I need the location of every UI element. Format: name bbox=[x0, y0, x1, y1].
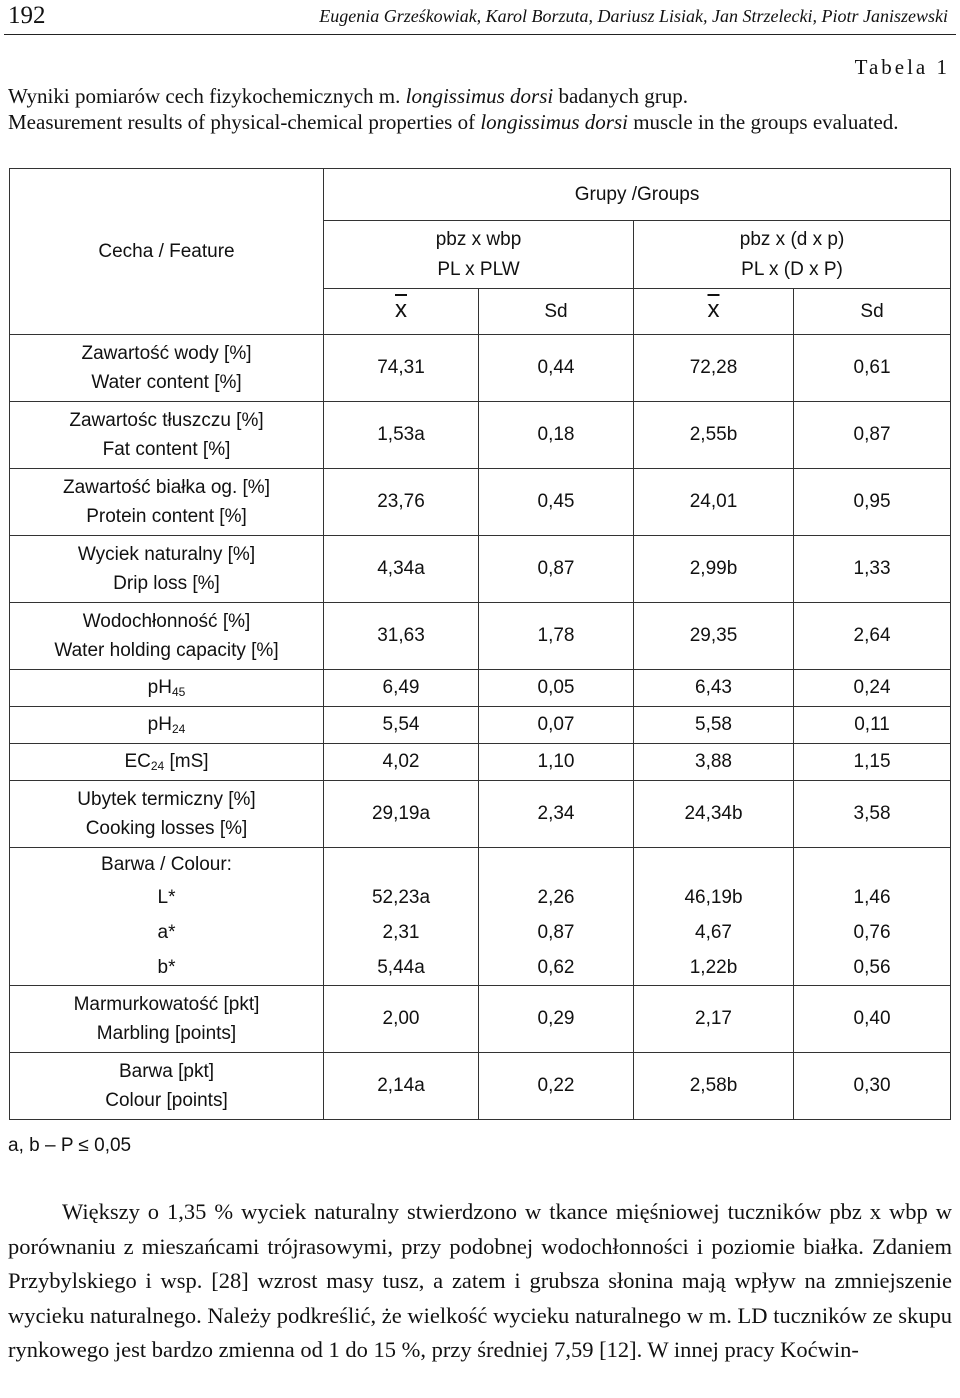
table-row bbox=[10, 781, 951, 848]
value-cell: 2,31 bbox=[324, 916, 479, 951]
value-cell: 0,87 bbox=[479, 536, 634, 603]
value-cell: 0,18 bbox=[479, 402, 634, 469]
feature-cell: Ubytek termiczny [%] Cooking losses [%] bbox=[10, 781, 324, 848]
table-row bbox=[10, 670, 951, 707]
value-cell: 4,67 bbox=[634, 916, 794, 951]
value-cell: 1,78 bbox=[479, 603, 634, 670]
value-cell: 1,46 bbox=[794, 881, 951, 916]
value-cell: 0,11 bbox=[794, 707, 951, 744]
value-cell: 29,19a bbox=[324, 781, 479, 848]
value-cell: 2,14a bbox=[324, 1053, 479, 1120]
feature-cell: Marmurkowatość [pkt] Marbling [points] bbox=[10, 986, 324, 1053]
results-table bbox=[9, 168, 951, 1120]
value-cell: 2,64 bbox=[794, 603, 951, 670]
value-cell: 2,17 bbox=[634, 986, 794, 1053]
feature-cell: Wyciek naturalny [%] Drip loss [%] bbox=[10, 536, 324, 603]
table-row bbox=[10, 335, 951, 402]
value-cell: 2,34 bbox=[479, 781, 634, 848]
group1-header: pbz x wbp PL x PLW bbox=[324, 221, 634, 289]
value-cell: 46,19b bbox=[634, 881, 794, 916]
mean-header-1: $\overline{x}$ bbox=[324, 289, 479, 335]
value-cell: 31,63 bbox=[324, 603, 479, 670]
table-row bbox=[10, 744, 951, 781]
sd-header-2: Sd bbox=[794, 289, 951, 335]
value-cell: 0,22 bbox=[479, 1053, 634, 1120]
running-head-authors: Eugenia Grześkowiak, Karol Borzuta, Dariusz Lisiak, Jan Strzelecki, Piotr Janiszewski bbox=[319, 6, 948, 26]
value-cell: 5,44a bbox=[324, 951, 479, 986]
feature-cell: Wodochłonność [%] Water holding capacity [%] bbox=[10, 603, 324, 670]
value-cell: 2,55b bbox=[634, 402, 794, 469]
body-paragraph bbox=[8, 1195, 952, 1368]
colour-parameter-cell: L* bbox=[10, 881, 324, 916]
value-cell: 23,76 bbox=[324, 469, 479, 536]
value-cell: 0,61 bbox=[794, 335, 951, 402]
value-cell: 0,76 bbox=[794, 916, 951, 951]
value-cell: 0,24 bbox=[794, 670, 951, 707]
empty-cell bbox=[324, 848, 479, 881]
value-cell: 1,10 bbox=[479, 744, 634, 781]
table-row bbox=[10, 1053, 951, 1120]
table-row bbox=[10, 469, 951, 536]
empty-cell bbox=[794, 848, 951, 881]
sd-header-1: Sd bbox=[479, 289, 634, 335]
value-cell: 1,53a bbox=[324, 402, 479, 469]
colour-header-cell: Barwa / Colour: bbox=[10, 848, 324, 881]
caption-polish: Wyniki pomiarów cech fizykochemicznych m. longissimus dorsi badanych grup. bbox=[8, 84, 688, 108]
value-cell: 6,43 bbox=[634, 670, 794, 707]
value-cell: 0,95 bbox=[794, 469, 951, 536]
value-cell: 3,88 bbox=[634, 744, 794, 781]
value-cell: 72,28 bbox=[634, 335, 794, 402]
value-cell: 3,58 bbox=[794, 781, 951, 848]
table-row bbox=[10, 986, 951, 1053]
table-row bbox=[10, 951, 951, 986]
feature-cell: $pH_{24}$ bbox=[10, 707, 324, 744]
value-cell: 2,00 bbox=[324, 986, 479, 1053]
value-cell: 0,40 bbox=[794, 986, 951, 1053]
significance-note: a, b – P ≤ 0,05 bbox=[8, 1135, 132, 1156]
page-number: 192 bbox=[8, 2, 46, 29]
value-cell: 5,58 bbox=[634, 707, 794, 744]
empty-cell bbox=[479, 848, 634, 881]
value-cell: 4,34a bbox=[324, 536, 479, 603]
table-row bbox=[10, 881, 951, 916]
value-cell: 52,23a bbox=[324, 881, 479, 916]
value-cell: 4,02 bbox=[324, 744, 479, 781]
caption-english: Measurement results of physical-chemical properties of longissimus dorsi muscle in the groups evaluated. bbox=[8, 110, 899, 134]
feature-header: Cecha / Feature bbox=[10, 169, 324, 335]
empty-cell bbox=[634, 848, 794, 881]
value-cell: 0,87 bbox=[479, 916, 634, 951]
header-rule bbox=[4, 34, 956, 35]
paragraph-text: Większy o 1,35 % wyciek naturalny stwierdzono w tkance mięśniowej tuczników pbz x wbp w porównaniu z mieszańcami trójrasowymi, przy podobnej wodochłonności i poziomie białka. Zdaniem Przybylskiego i wsp. [28] wzrost masy tusz, a zatem i grubsza słonina mają wpływ na zmniejszenie wycieku naturalnego. Należy podkreślić, że wielkość wycieku naturalnego w m. LD tuczników ze skupu rynkowego jest bardzo zmienna od 1 do 15 %, przy średniej 7,59 [12]. W innej pracy Koćwin- bbox=[8, 1199, 952, 1362]
value-cell: 5,54 bbox=[324, 707, 479, 744]
value-cell: 29,35 bbox=[634, 603, 794, 670]
value-cell: 74,31 bbox=[324, 335, 479, 402]
value-cell: 0,87 bbox=[794, 402, 951, 469]
table-row bbox=[10, 402, 951, 469]
table-row bbox=[10, 536, 951, 603]
value-cell: 2,58b bbox=[634, 1053, 794, 1120]
page-header bbox=[0, 0, 960, 34]
table-row bbox=[10, 603, 951, 670]
feature-cell: Zawartość wody [%] Water content [%] bbox=[10, 335, 324, 402]
value-cell: 1,22b bbox=[634, 951, 794, 986]
table-row bbox=[10, 848, 951, 881]
value-cell: 0,30 bbox=[794, 1053, 951, 1120]
feature-cell: $EC_{24}$ [mS] bbox=[10, 744, 324, 781]
value-cell: 0,45 bbox=[479, 469, 634, 536]
value-cell: 2,26 bbox=[479, 881, 634, 916]
value-cell: 6,49 bbox=[324, 670, 479, 707]
mean-header-2: $\overline{x}$ bbox=[634, 289, 794, 335]
value-cell: 0,56 bbox=[794, 951, 951, 986]
table-label: Tabela 1 bbox=[854, 55, 950, 79]
value-cell: 0,05 bbox=[479, 670, 634, 707]
value-cell: 0,62 bbox=[479, 951, 634, 986]
value-cell: 2,99b bbox=[634, 536, 794, 603]
feature-cell: Zawartość białka og. [%] Protein content [%] bbox=[10, 469, 324, 536]
value-cell: 1,33 bbox=[794, 536, 951, 603]
value-cell: 24,01 bbox=[634, 469, 794, 536]
value-cell: 1,15 bbox=[794, 744, 951, 781]
feature-cell: Zawartośc tłuszczu [%] Fat content [%] bbox=[10, 402, 324, 469]
value-cell: 0,29 bbox=[479, 986, 634, 1053]
colour-parameter-cell: b* bbox=[10, 951, 324, 986]
feature-cell: Barwa [pkt] Colour [points] bbox=[10, 1053, 324, 1120]
feature-cell: $pH_{45}$ bbox=[10, 670, 324, 707]
colour-parameter-cell: a* bbox=[10, 916, 324, 951]
value-cell: 24,34b bbox=[634, 781, 794, 848]
value-cell: 0,07 bbox=[479, 707, 634, 744]
value-cell: 0,44 bbox=[479, 335, 634, 402]
table-row bbox=[10, 916, 951, 951]
group2-header: pbz x (d x p) PL x (D x P) bbox=[634, 221, 951, 289]
groups-header: Grupy /Groups bbox=[324, 169, 951, 221]
table-row bbox=[10, 707, 951, 744]
